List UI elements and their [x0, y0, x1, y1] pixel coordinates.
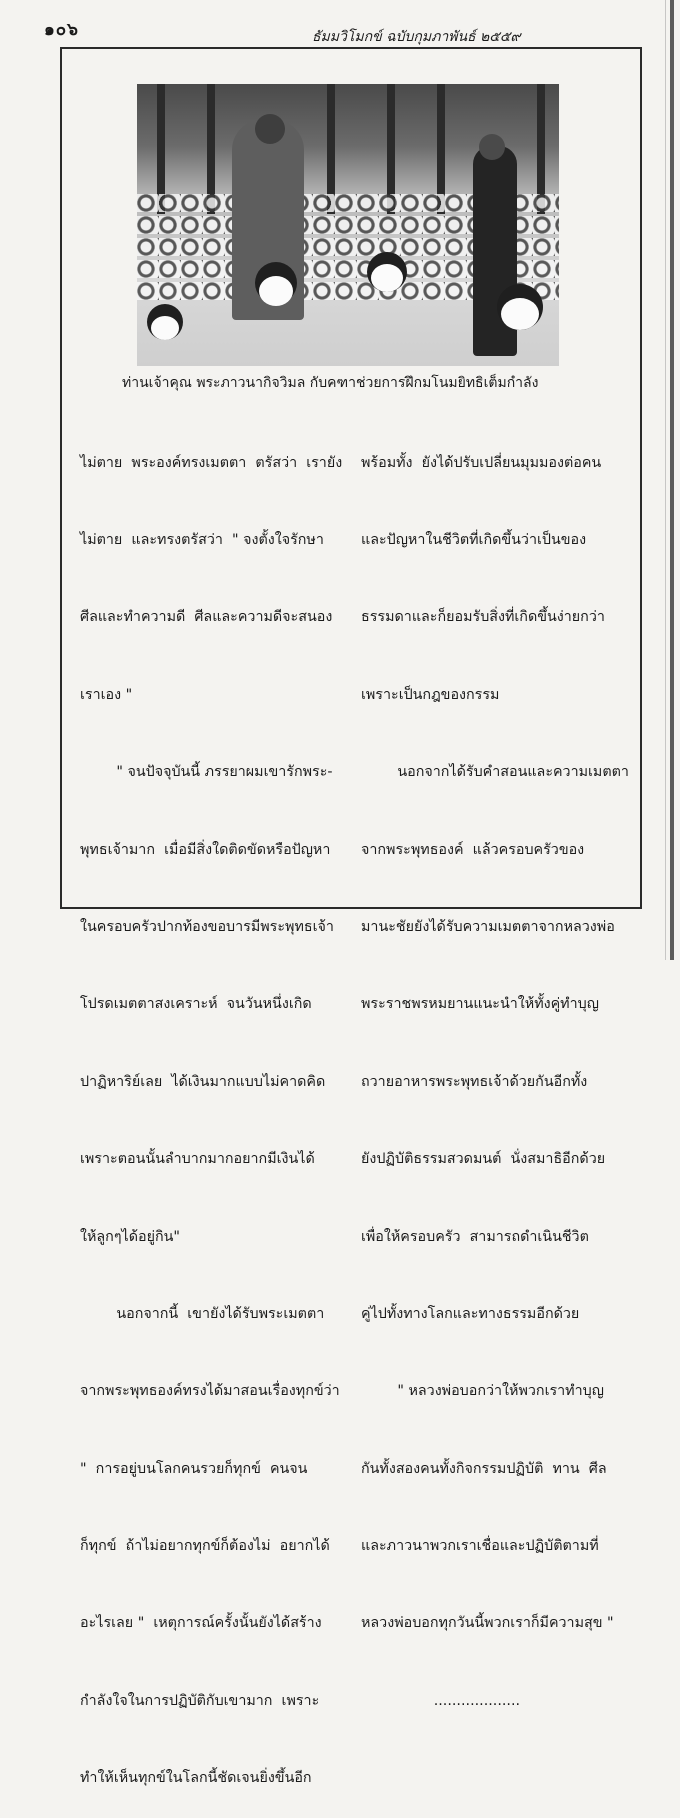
text-line: มานะชัยยังได้รับความเมตตาจากหลวงพ่อ	[361, 918, 615, 935]
text-line: ปาฏิหาริย์เลย ได้เงินมากแบบไม่คาดคิด	[80, 1073, 326, 1090]
end-dots: ...................	[361, 1692, 521, 1709]
photo-caption: ท่านเจ้าคุณ พระภาวนากิจวิมล กับคฑาช่วยการฝึกมโนมยิทธิเต็มกำลัง	[122, 375, 539, 391]
text-line: ธรรมดาและก็ยอมรับสิ่งที่เกิดขึ้นง่ายกว่า	[361, 609, 605, 626]
article-column-right	[361, 399, 629, 1740]
text-line: โปรดเมตตาสงเคราะห์ จนวันหนึ่งเกิด	[80, 996, 312, 1013]
text-line: นอกจากได้รับคำสอนและความเมตตา	[361, 764, 629, 781]
article-photo	[137, 84, 559, 366]
scan-edge-shadow	[670, 0, 674, 960]
article-column-left	[80, 399, 342, 1818]
text-line: เพราะตอนนั้นลำบากมากอยากมีเงินได้	[80, 1151, 315, 1168]
text-line: ไม่ตาย พระองค์ทรงเมตตา ตรัสว่า เรายัง	[80, 454, 343, 471]
text-line: เพื่อให้ครอบครัว สามารถดำเนินชีวิต	[361, 1228, 589, 1245]
text-line: และปัญหาในชีวิตที่เกิดขึ้นว่าเป็นของ	[361, 531, 587, 548]
text-line: คู่ไปทั้งทางโลกและทางธรรมอีกด้วย	[361, 1305, 580, 1322]
text-line: เราเอง "	[80, 686, 133, 703]
text-line: อะไรเลย " เหตุการณ์ครั้งนั้นยังได้สร้าง	[80, 1615, 322, 1632]
text-line: " การอยู่บนโลกคนรวยก็ทุกข์ คนจน	[80, 1460, 308, 1477]
text-line: ศีลและทำความดี ศีลและความดีจะสนอง	[80, 609, 333, 626]
text-line: หลวงพ่อบอกทุกวันนี้พวกเราก็มีความสุข "	[361, 1615, 614, 1632]
text-line: จากพระพุทธองค์ แล้วครอบครัวของ	[361, 841, 585, 858]
text-line: พร้อมทั้ง ยังได้ปรับเปลี่ยนมุมมองต่อคน	[361, 454, 602, 471]
text-line: นอกจากนี้ เขายังได้รับพระเมตตา	[80, 1305, 325, 1322]
page-number: ๑๐๖	[44, 20, 79, 40]
text-line: จากพระพุทธองค์ทรงได้มาสอนเรื่องทุกข์ว่า	[80, 1383, 340, 1400]
text-line: ไม่ตาย และทรงตรัสว่า " จงตั้งใจรักษา	[80, 531, 324, 548]
text-line: ถวายอาหารพระพุทธเจ้าด้วยกันอีกทั้ง	[361, 1073, 588, 1090]
text-line: พระราชพรหมยานแนะนำให้ทั้งคู่ทำบุญ	[361, 996, 599, 1013]
text-line: " หลวงพ่อบอกว่าให้พวกเราทำบุญ	[361, 1383, 604, 1400]
text-line: พุทธเจ้ามาก เมื่อมีสิ่งใดติดขัดหรือปัญหา	[80, 841, 331, 858]
text-line: เพราะเป็นกฎของกรรม	[361, 686, 500, 703]
text-line: กันทั้งสองคนทั้งกิจกรรมปฏิบัติ ทาน ศีล	[361, 1460, 607, 1477]
text-line: ก็ทุกข์ ถ้าไม่อยากทุกข์ก็ต้องไม่ อยากได้	[80, 1538, 330, 1555]
text-line: ทำให้เห็นทุกข์ในโลกนี้ชัดเจนยิ่งขึ้นอีก	[80, 1770, 312, 1787]
text-line: " จนปัจจุบันนี้ ภรรยาผมเขารักพระ-	[80, 764, 333, 781]
text-line: ในครอบครัวปากท้องขอบารมีพระพุทธเจ้า	[80, 918, 334, 935]
text-line: ยังปฏิบัติธรรมสวดมนต์ นั่งสมาธิอีกด้วย	[361, 1151, 606, 1168]
text-line: กำลังใจในการปฏิบัติกับเขามาก เพราะ	[80, 1692, 320, 1709]
text-line: ให้ลูกๆได้อยู่กิน"	[80, 1228, 180, 1245]
running-head: ธัมมวิโมกข์ ฉบับกุมภาพันธ์ ๒๕๕๙	[312, 29, 521, 45]
scan-edge-line	[665, 0, 666, 960]
text-line: และภาวนาพวกเราเชื่อและปฏิบัติตามที่	[361, 1538, 599, 1555]
